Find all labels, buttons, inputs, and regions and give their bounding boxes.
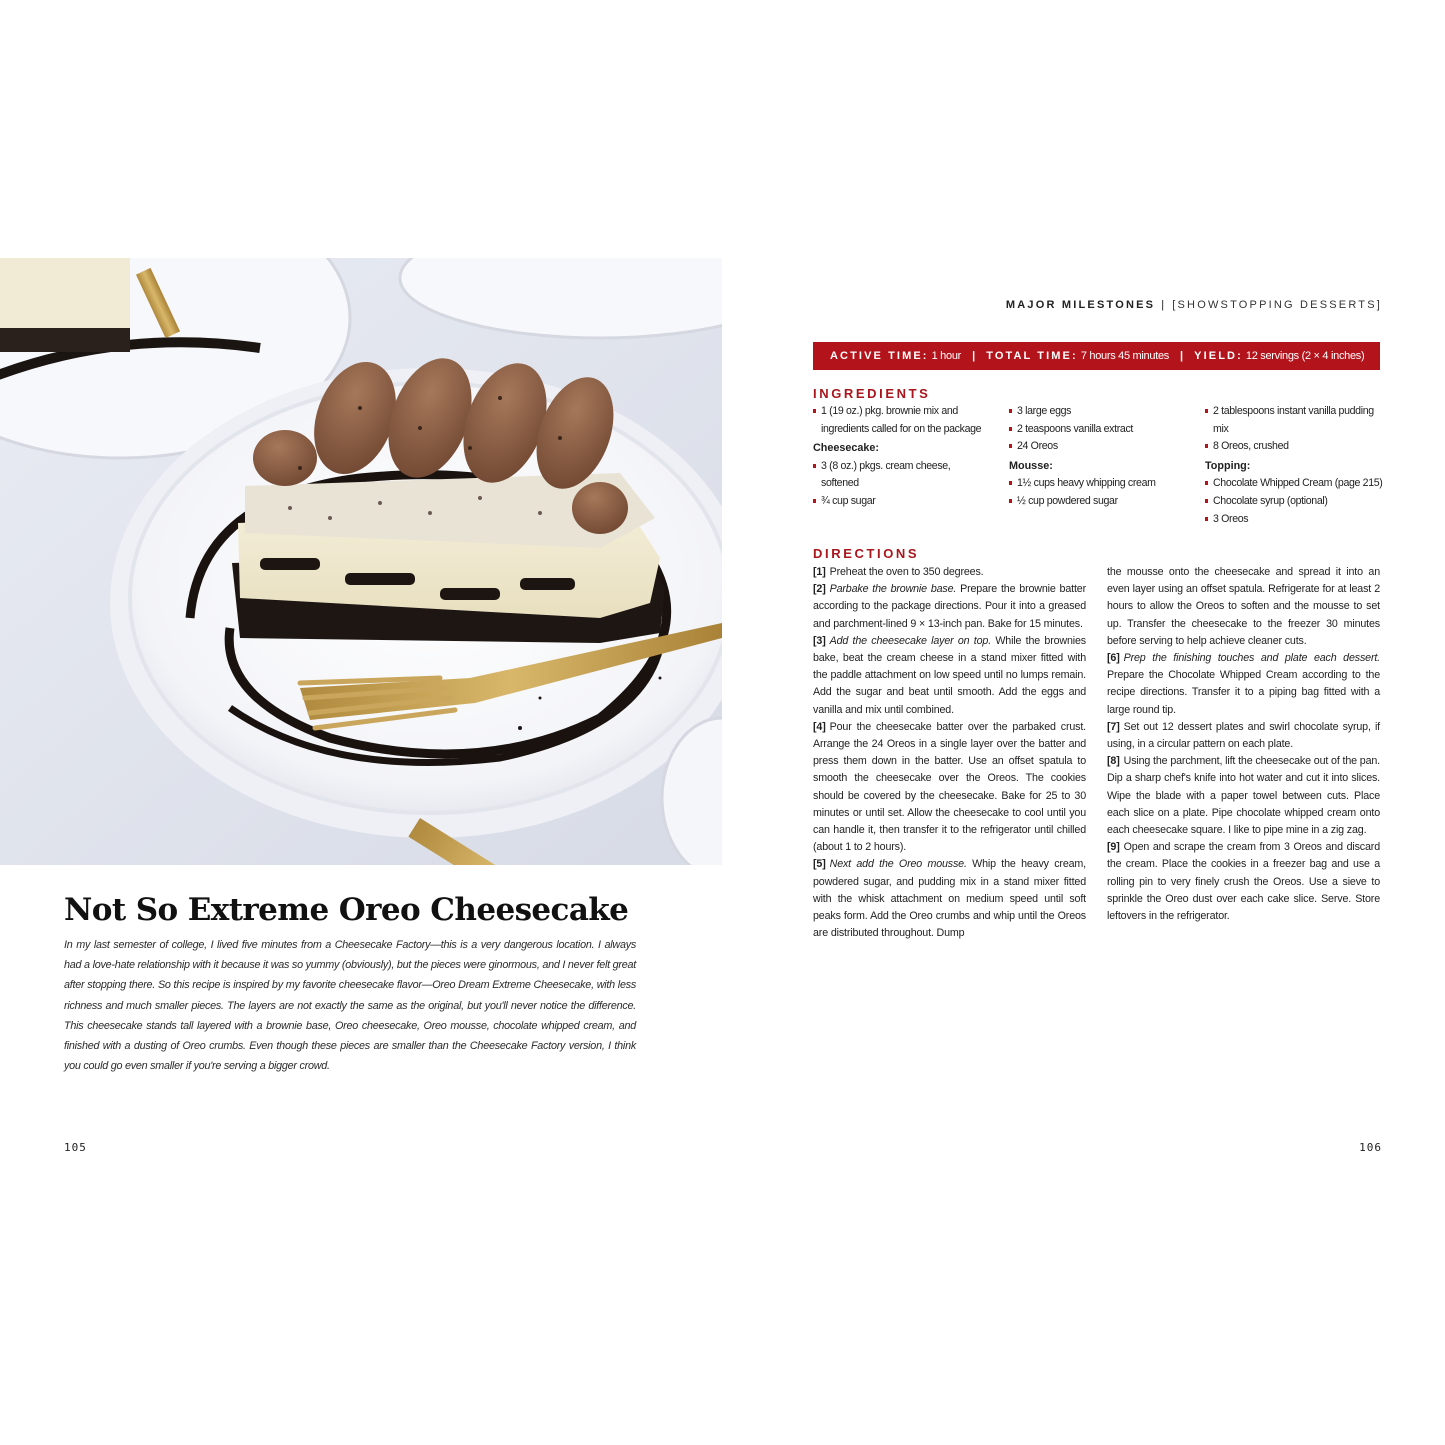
direction-step (1107, 839, 1380, 925)
active-time-value: 1 hour (931, 350, 961, 362)
running-head-chapter: [SHOWSTOPPING DESSERTS] (1172, 299, 1382, 311)
step-text: While the brownies bake, beat the cream cheese in a stand mixer fitted with the paddle attachment on low speed until no lumps remain. Add the sugar and beat until smooth. Add the eggs and vanilla and mix until combined. (813, 634, 1086, 716)
ingredient-item: 24 Oreos (1009, 438, 1184, 456)
step-number: [2] (813, 583, 826, 596)
ingredient-item: 2 teaspoons vanilla extract (1009, 421, 1184, 439)
yield-label: YIELD: (1194, 350, 1243, 362)
ingredient-item: ¾ cup sugar (813, 493, 983, 511)
direction-step (1107, 719, 1380, 753)
direction-step (813, 564, 1086, 581)
step-number: [8] (1107, 755, 1120, 768)
ingredient-item: 8 Oreos, crushed (1205, 438, 1383, 456)
step-number: [3] (813, 634, 826, 647)
step-text: Set out 12 dessert plates and swirl chocolate syrup, if using, in a circular pattern on each plate. (1107, 720, 1380, 751)
running-head-separator: | (1161, 299, 1167, 311)
ingredient-item: 3 Oreos (1205, 511, 1383, 529)
step-number: [9] (1107, 841, 1120, 854)
yield-value: 12 servings (2 × 4 inches) (1245, 350, 1365, 362)
step-number: [1] (813, 566, 826, 578)
step-lead: Next add the Oreo mousse. (829, 858, 967, 871)
ingredient-item: Chocolate syrup (optional) (1205, 493, 1383, 511)
page-number-left: 105 (64, 1141, 87, 1154)
step-lead: Add the cheesecake layer on top. (829, 634, 992, 647)
ingredient-item: 1½ cups heavy whipping cream (1009, 475, 1184, 493)
ingredient-item: 1 (19 oz.) pkg. brownie mix and ingredients called for on the package (813, 403, 983, 438)
recipe-intro: In my last semester of college, I lived five minutes from a Cheesecake Factory—this is a very dangerous location. I always had a love-hate relationship with it because it was so yummy (obviously), but the pieces were ginormous, and I never felt great after stopping there. So this recipe is inspired by my favorite cheesecake flavor—Oreo Dream Extreme Cheesecake, with less richness and much smaller pieces. The layers are not exactly the same as the original, but you'll never notice the difference. This cheesecake stands tall layered with a brownie base, Oreo cheesecake, Oreo mousse, chocolate whipped cream, and finished with a dusting of Oreo crumbs. Even though these pieces are smaller than the Cheesecake Factory version, I think you could go even smaller if you're serving a bigger crowd. (64, 939, 636, 1073)
time-bar (813, 342, 1380, 370)
directions-column-1 (813, 564, 1086, 942)
total-time-label: TOTAL TIME: (986, 350, 1078, 362)
step-lead: Prep the finishing touches and plate each dessert. (1123, 652, 1380, 665)
step-number: [6] (1107, 652, 1120, 665)
ingredients-column-2 (1009, 403, 1184, 511)
running-head (900, 299, 1382, 311)
step-text: Pour the cheesecake batter over the parbaked crust. Arrange the 24 Oreos in a single layer over the batter and press them down in the batter. Use an offset spatula to smooth the cheesecake over the Oreos. The cookies should be covered by the cheesecake. Bake for 25 to 30 minutes or until set. Allow the cheesecake to cool until you can handle it, then transfer it to the refrigerator until chilled (about 1 to 2 hours). (813, 720, 1086, 854)
ingredient-subheading: Topping: (1205, 459, 1251, 472)
step-text: Preheat the oven to 350 degrees. (829, 566, 984, 578)
step-number: [4] (813, 720, 826, 733)
ingredients-column-3 (1205, 403, 1383, 528)
ingredients-column-1 (813, 403, 983, 511)
step-text: Whip the heavy cream, powdered sugar, and pudding mix in a stand mixer fitted with the whisk attachment on medium speed until soft peaks form. Add the Oreo crumbs and whip until the Oreos are distributed throughout. Dump (813, 858, 1086, 940)
direction-step (813, 719, 1086, 857)
direction-step (813, 856, 1086, 942)
page-number-right: 106 (1359, 1141, 1382, 1154)
ingredient-item: Chocolate Whipped Cream (page 215) (1205, 475, 1383, 493)
step-text: Prepare the brownie batter according to the package directions. Pour it into a greased and parchment-lined 9 × 13-inch pan. Bake for 15 minutes. (813, 583, 1086, 630)
recipe-title: Not So Extreme Oreo Cheesecake (64, 892, 629, 928)
time-bar-separator: | (1180, 350, 1184, 362)
ingredient-item: ½ cup powdered sugar (1009, 493, 1184, 511)
total-time-value: 7 hours 45 minutes (1080, 350, 1169, 362)
active-time-label: ACTIVE TIME: (830, 350, 929, 362)
running-head-section: MAJOR MILESTONES (1005, 299, 1156, 311)
cheesecake-photo (0, 258, 722, 865)
ingredient-item: 3 (8 oz.) pkgs. cream cheese, softened (813, 458, 983, 493)
ingredient-subheading: Cheesecake: (813, 442, 880, 455)
ingredients-heading: INGREDIENTS (813, 386, 931, 401)
ingredient-subheading: Mousse: (1009, 459, 1053, 472)
step-text: Open and scrape the cream from 3 Oreos and discard the cream. Place the cookies in a freezer bag and use a rolling pin to very finely crush the Oreos. Use a sieve to sprinkle the Oreo dust over each cake slice. Serve. Store leftovers in the refrigerator. (1107, 841, 1380, 923)
ingredient-item: 2 tablespoons instant vanilla pudding mix (1205, 403, 1383, 438)
step-lead: Parbake the brownie base. (829, 583, 957, 596)
step-text: Using the parchment, lift the cheesecake out of the pan. Dip a sharp chef's knife into hot water and cut it into slices. Wipe the blade with a paper towel between cuts. Place each slice on a plate. Pipe chocolate whipped cream onto each cheesecake square. I like to pipe mine in a zig zag. (1107, 755, 1380, 837)
directions-column-2 (1107, 564, 1380, 925)
direction-step (813, 581, 1086, 633)
step-text: Prepare the Chocolate Whipped Cream according to the recipe directions. Transfer it to a piping bag fitted with a large round tip. (1107, 669, 1380, 716)
time-bar-separator: | (972, 350, 976, 362)
directions-heading: DIRECTIONS (813, 546, 920, 561)
step-number: [5] (813, 858, 826, 871)
direction-step (813, 633, 1086, 719)
ingredient-item: 3 large eggs (1009, 403, 1184, 421)
direction-step (1107, 753, 1380, 839)
direction-continued: the mousse onto the cheesecake and spread it into an even layer using an offset spatula. Refrigerate for at least 2 hours to allow the Oreos to soften and the mousse to set up. Transfer the cheesecake to the freezer 30 minutes before serving to help achieve cleaner cuts. (1107, 566, 1380, 647)
direction-step (1107, 650, 1380, 719)
step-number: [7] (1107, 720, 1120, 733)
